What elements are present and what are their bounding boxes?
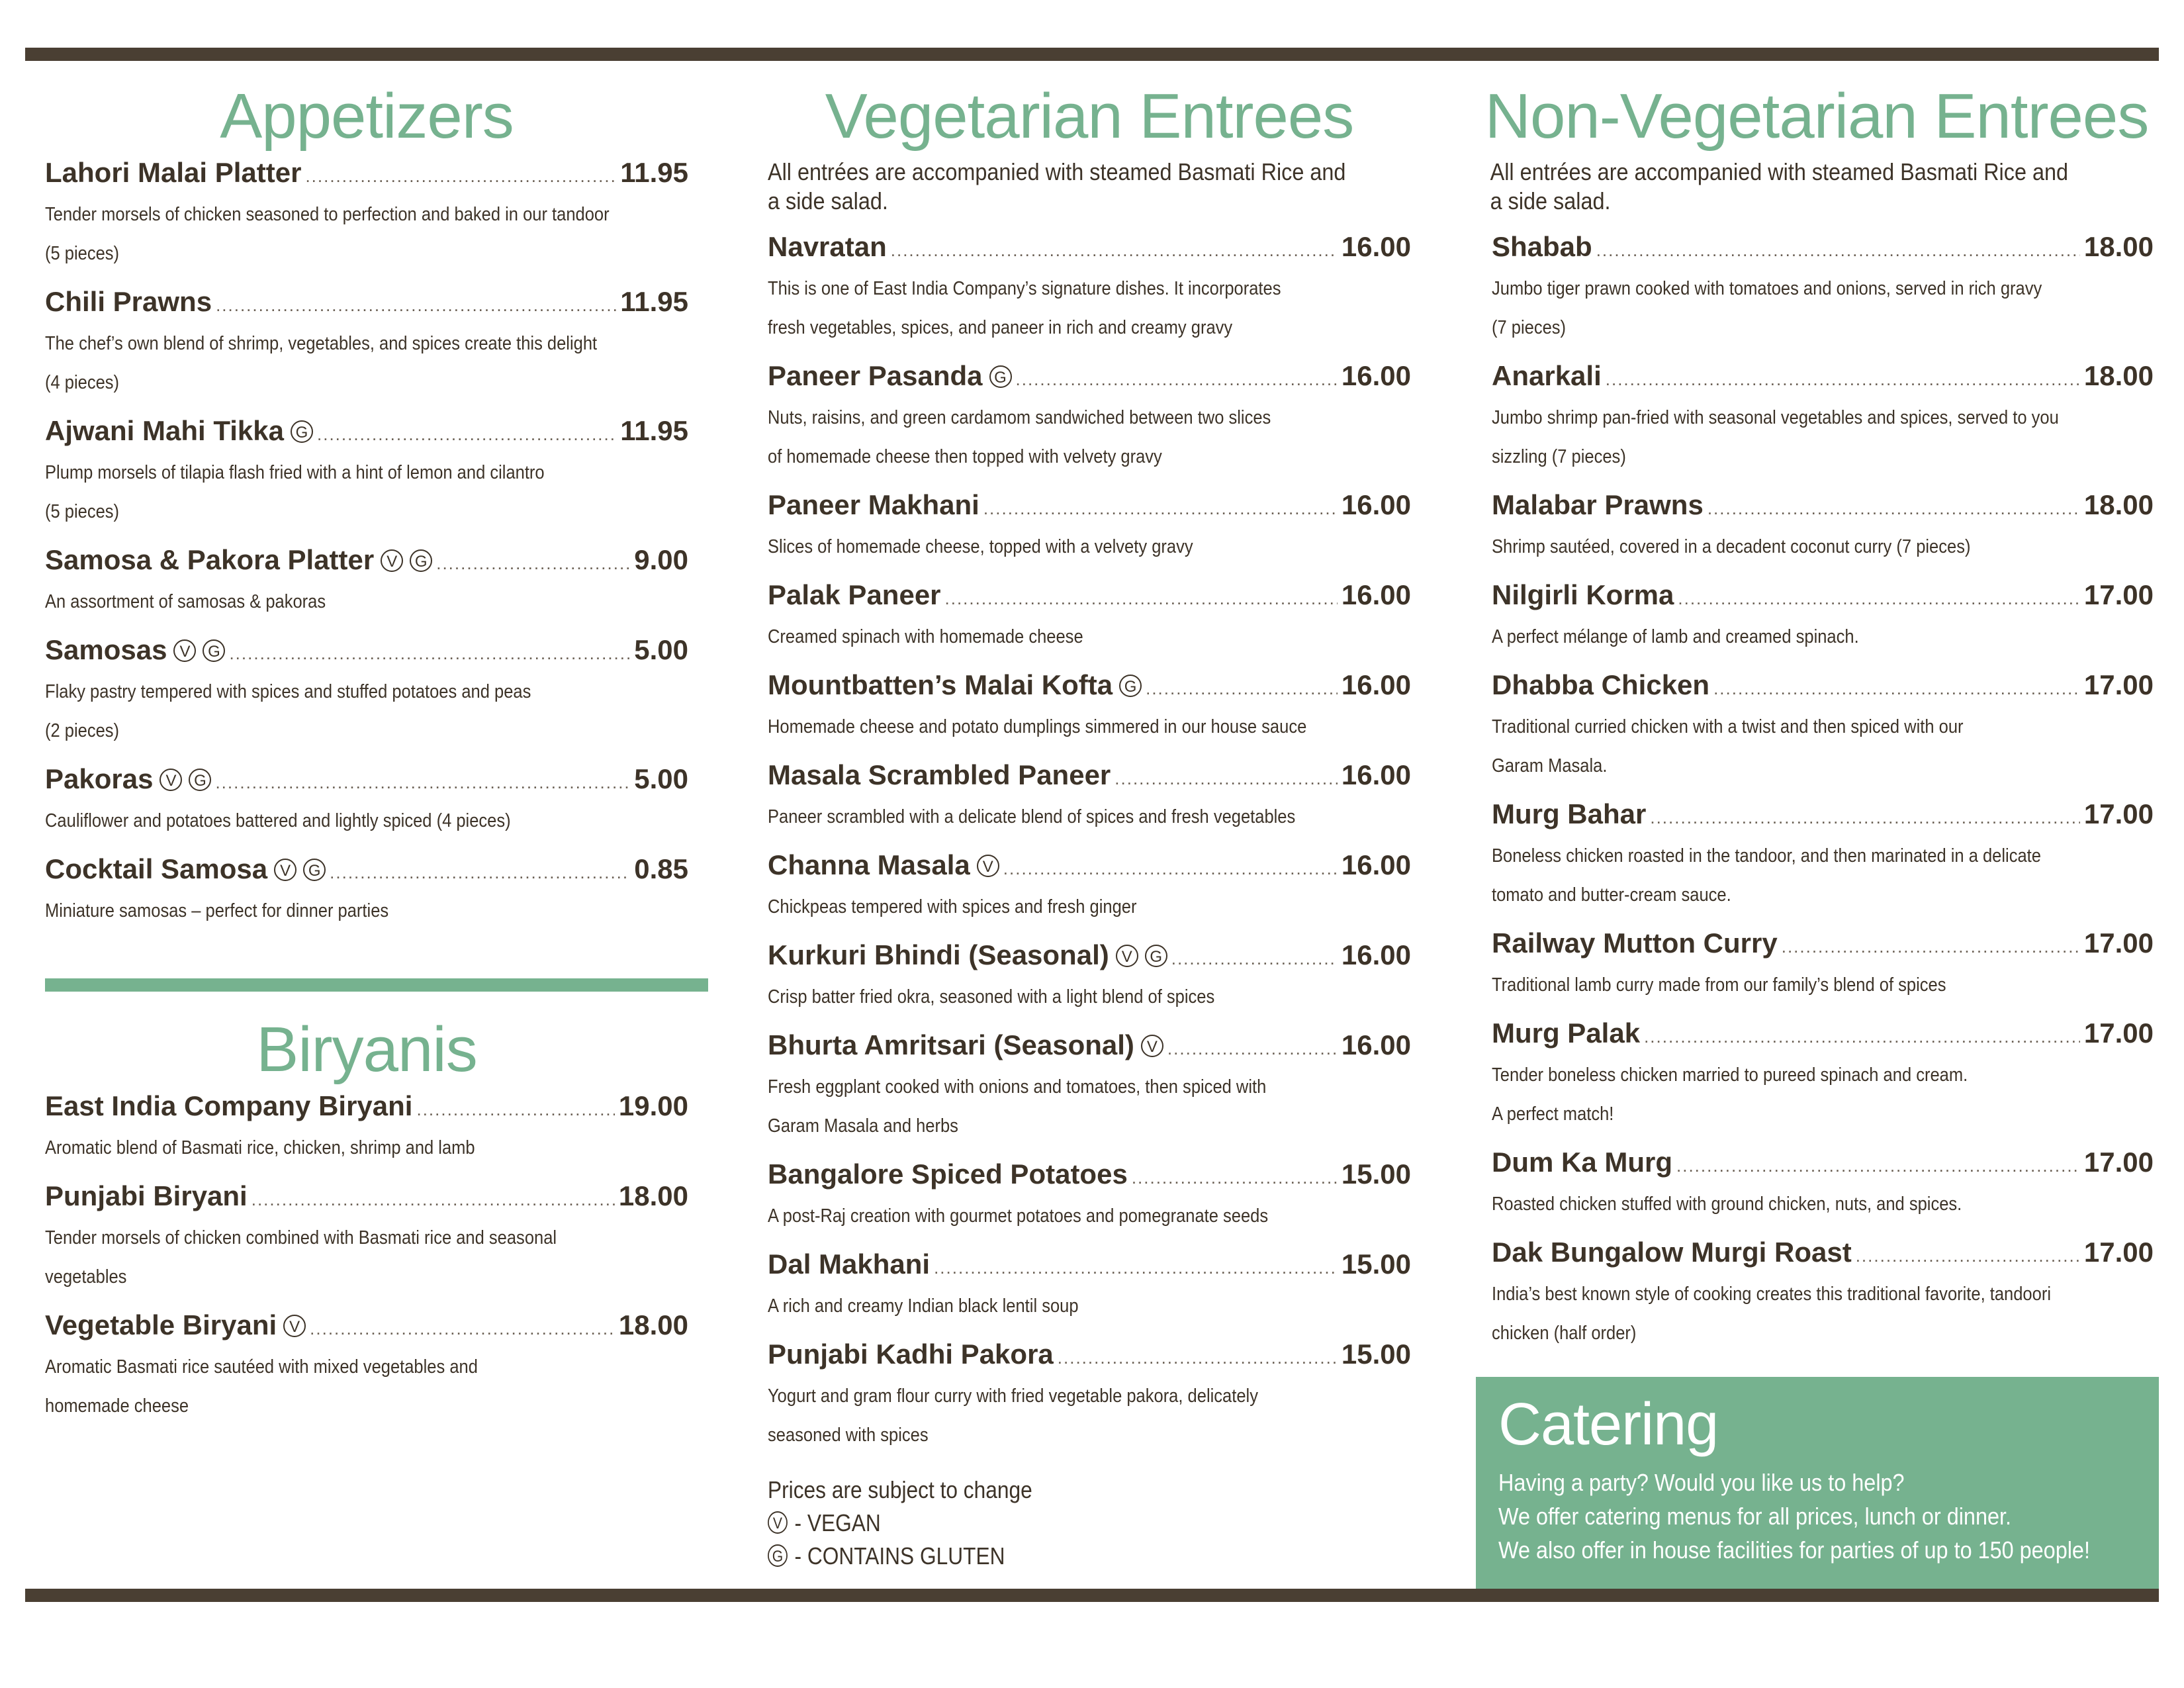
- appetizers-heading: Appetizers: [220, 81, 514, 152]
- menu-item-header: [45, 541, 688, 583]
- description-line: Garam Masala.: [1492, 755, 1608, 776]
- menu-item-description: [768, 888, 1413, 927]
- menu-item-price: 17.00: [2083, 1147, 2154, 1178]
- menu-item-header: [768, 357, 1411, 399]
- description-line: Roasted chicken stuffed with ground chicken, nuts, and spices.: [1492, 1194, 1962, 1215]
- vegetarian-intro-line: a side salad.: [768, 187, 888, 214]
- gluten-icon: G: [203, 639, 225, 662]
- menu-item-price: 16.00: [1341, 360, 1411, 391]
- menu-item-header: [45, 412, 688, 453]
- menu-item-description: [1492, 618, 2156, 657]
- catering-line: Having a party? Would you like us to help?: [1498, 1469, 1905, 1496]
- menu-item: [45, 1306, 688, 1426]
- menu-item: [45, 154, 688, 273]
- menu-item-name: Dak Bungalow Murgi Roast: [1492, 1237, 1852, 1268]
- appetizers-section: [45, 79, 688, 940]
- menu-item-name: Shabab: [1492, 231, 1592, 262]
- menu-item-price: 0.85: [634, 853, 688, 884]
- menu-item-description: [45, 453, 690, 532]
- menu-item-price: 16.00: [1341, 939, 1411, 970]
- menu-item-description: [1492, 1185, 2156, 1224]
- gluten-icon: G: [1119, 675, 1142, 697]
- price-notice: Prices are subject to change: [768, 1476, 1032, 1503]
- menu-item: [45, 1177, 688, 1297]
- dot-leader: [1058, 1338, 1338, 1377]
- menu-item: [1492, 924, 2154, 1005]
- menu-item-header: [1492, 666, 2154, 708]
- menu-item-price: 5.00: [634, 763, 688, 794]
- menu-item-price: 18.00: [618, 1180, 688, 1211]
- menu-item-price: 18.00: [618, 1309, 688, 1340]
- dot-leader: [1146, 669, 1338, 708]
- description-line: chicken (half order): [1492, 1323, 1637, 1344]
- menu-item: [768, 756, 1411, 837]
- dot-leader: [229, 634, 630, 673]
- description-line: (2 pieces): [45, 720, 120, 741]
- biryanis-section: [45, 1013, 688, 1435]
- dot-leader: [1650, 798, 2080, 837]
- menu-item-description: [1492, 837, 2156, 915]
- description-line: Boneless chicken roasted in the tandoor, and then marinated in a delicate: [1492, 845, 2041, 867]
- menu-item-header: [45, 1177, 688, 1219]
- vegetarian-intro-line: All entrées are accompanied with steamed Basmati Rice and: [768, 158, 1346, 185]
- description-line: Jumbo tiger prawn cooked with tomatoes and onions, served in rich gravy: [1492, 278, 2042, 299]
- menu-item: [1492, 486, 2154, 567]
- gluten-icon: G: [189, 769, 211, 791]
- description-line: Nuts, raisins, and green cardamom sandwiched between two slices: [768, 407, 1271, 428]
- description-line: Shrimp sautéed, covered in a decadent coconut curry (7 pieces): [1492, 536, 1971, 557]
- menu-item-header: [1492, 576, 2154, 618]
- menu-item-header: [45, 631, 688, 673]
- menu-item-description: [45, 583, 690, 622]
- menu-item-header: [768, 1026, 1411, 1068]
- description-line: Cauliflower and potatoes battered and lightly spiced (4 pieces): [45, 810, 511, 831]
- menu-item-description: [1492, 528, 2156, 567]
- description-line: Traditional curried chicken with a twist and then spiced with our: [1492, 716, 1964, 737]
- menu-item-header: [768, 576, 1411, 618]
- description-line: Homemade cheese and potato dumplings simmered in our house sauce: [768, 716, 1307, 737]
- gluten-icon: G: [410, 549, 432, 572]
- menu-item: [1492, 666, 2154, 786]
- menu-item-name: Bangalore Spiced Potatoes: [768, 1158, 1128, 1190]
- menu-item: [45, 283, 688, 402]
- gluten-icon: G: [768, 1544, 788, 1567]
- description-line: Plump morsels of tilapia flash fried with a hint of lemon and cilantro: [45, 462, 545, 483]
- dot-leader: [1003, 849, 1338, 888]
- description-line: India’s best known style of cooking creates this traditional favorite, tandoori: [1492, 1284, 2051, 1305]
- menu-item-price: 17.00: [2083, 1237, 2154, 1268]
- description-line: Aromatic Basmati rice sautéed with mixed vegetables and: [45, 1356, 478, 1378]
- menu-item: [768, 357, 1411, 477]
- menu-item-price: 17.00: [2083, 579, 2154, 610]
- menu-item-name: Malabar Prawns: [1492, 489, 1704, 520]
- description-line: sizzling (7 pieces): [1492, 446, 1626, 467]
- legend: [768, 1474, 1413, 1573]
- menu-item: [768, 846, 1411, 927]
- menu-item-header: [45, 850, 688, 892]
- gluten-icon: G: [989, 365, 1012, 388]
- dot-leader: [317, 415, 616, 453]
- description-line: An assortment of samosas & pakoras: [45, 591, 326, 612]
- menu-item-description: [45, 892, 690, 931]
- menu-item-price: 15.00: [1341, 1338, 1411, 1370]
- menu-item-name: Chili Prawns: [45, 286, 212, 317]
- menu-item: [768, 1155, 1411, 1236]
- menu-item-price: 16.00: [1341, 489, 1411, 520]
- menu-item-description: [1492, 1056, 2156, 1134]
- vegan-icon: V: [173, 639, 196, 662]
- description-line: seasoned with spices: [768, 1425, 929, 1446]
- nonveg-heading: Non-Vegetarian Entrees: [1484, 81, 2149, 152]
- dot-leader: [216, 286, 616, 324]
- menu-item-price: 15.00: [1341, 1158, 1411, 1190]
- description-line: (5 pieces): [45, 501, 120, 522]
- dot-leader: [1676, 1147, 2080, 1185]
- description-line: fresh vegetables, spices, and paneer in rich and creamy gravy: [768, 317, 1233, 338]
- menu-item-header: [768, 486, 1411, 528]
- dot-leader: [251, 1180, 615, 1219]
- menu-item-name: Navratan: [768, 231, 887, 262]
- menu-item-name: Kurkuri Bhindi (Seasonal): [768, 939, 1109, 970]
- dot-leader: [934, 1248, 1338, 1287]
- dot-leader: [215, 763, 630, 802]
- description-line: Tender morsels of chicken seasoned to perfection and baked in our tandoor: [45, 204, 610, 225]
- menu-item-header: [768, 756, 1411, 798]
- menu-item-description: [1492, 1275, 2156, 1353]
- menu-item: [1492, 228, 2154, 348]
- description-line: Creamed spinach with homemade cheese: [768, 626, 1083, 647]
- description-line: (4 pieces): [45, 372, 120, 393]
- description-line: Garam Masala and herbs: [768, 1115, 958, 1137]
- dot-leader: [1713, 669, 2080, 708]
- menu-item-price: 9.00: [634, 544, 688, 575]
- menu-item-description: [768, 798, 1413, 837]
- dot-leader: [305, 157, 616, 195]
- appetizers-list: [45, 154, 688, 931]
- description-line: A rich and creamy Indian black lentil soup: [768, 1295, 1079, 1317]
- menu-item-header: [768, 1245, 1411, 1287]
- menu-item: [45, 850, 688, 931]
- vegetarian-list: [768, 228, 1411, 1455]
- menu-item-header: [1492, 795, 2154, 837]
- legend-vegan-label: - VEGAN: [794, 1509, 881, 1536]
- gluten-icon: G: [1145, 945, 1167, 967]
- menu-item-name: Lahori Malai Platter: [45, 157, 302, 188]
- menu-item-description: [45, 673, 690, 751]
- description-line: Aromatic blend of Basmati rice, chicken, shrimp and lamb: [45, 1137, 475, 1158]
- menu-item: [768, 936, 1411, 1017]
- menu-item: [45, 541, 688, 622]
- dot-leader: [1132, 1158, 1338, 1197]
- menu-item: [768, 576, 1411, 657]
- menu-item: [1492, 1143, 2154, 1224]
- dot-leader: [1782, 927, 2080, 966]
- menu-item-name: Vegetable Biryani: [45, 1309, 277, 1340]
- catering-line: We also offer in house facilities for parties of up to 150 people!: [1498, 1536, 2090, 1564]
- dot-leader: [1016, 360, 1338, 399]
- menu-item-price: 17.00: [2083, 927, 2154, 959]
- menu-item-price: 11.95: [620, 157, 688, 188]
- menu-item-header: [45, 760, 688, 802]
- menu-item-description: [1492, 966, 2156, 1005]
- description-line: Miniature samosas – perfect for dinner parties: [45, 900, 389, 921]
- description-line: Chickpeas tempered with spices and fresh ginger: [768, 896, 1137, 917]
- description-line: tomato and butter-cream sauce.: [1492, 884, 1731, 906]
- menu-item-name: Channa Masala: [768, 849, 970, 880]
- menu-item-header: [1492, 1014, 2154, 1056]
- legend-vegan-row: [768, 1507, 1413, 1540]
- menu-item-description: [768, 978, 1413, 1017]
- catering-box: [1476, 1377, 2159, 1589]
- nonveg-section: [1476, 79, 2158, 1362]
- menu-item-description: [45, 1348, 690, 1426]
- menu-item-description: [1492, 269, 2156, 348]
- menu-item-price: 15.00: [1341, 1248, 1411, 1280]
- menu-item-description: [45, 802, 690, 841]
- menu-item: [768, 666, 1411, 747]
- menu-item-header: [768, 666, 1411, 708]
- menu-item-header: [1492, 486, 2154, 528]
- section-divider: [45, 978, 708, 992]
- vegan-icon: V: [1141, 1035, 1163, 1057]
- description-line: A perfect mélange of lamb and creamed spinach.: [1492, 626, 1859, 647]
- menu-item-price: 11.95: [620, 415, 688, 446]
- menu-item: [768, 1245, 1411, 1326]
- menu-item: [45, 760, 688, 841]
- menu-item-name: Paneer Pasanda: [768, 360, 983, 391]
- gluten-icon: G: [291, 420, 313, 443]
- menu-item-price: 18.00: [2083, 489, 2154, 520]
- vegan-icon: V: [1116, 945, 1138, 967]
- menu-item: [1492, 1014, 2154, 1134]
- description-line: Traditional lamb curry made from our family’s blend of spices: [1492, 974, 1946, 996]
- catering-heading: Catering: [1498, 1391, 1719, 1458]
- menu-item-header: [45, 154, 688, 195]
- description-line: Yogurt and gram flour curry with fried vegetable pakora, delicately: [768, 1385, 1258, 1407]
- biryanis-heading: Biryanis: [256, 1014, 477, 1085]
- menu-item-name: East India Company Biryani: [45, 1090, 413, 1121]
- menu-item-price: 19.00: [618, 1090, 688, 1121]
- menu-item-name: Ajwani Mahi Tikka: [45, 415, 284, 446]
- description-line: Slices of homemade cheese, topped with a velvety gravy: [768, 536, 1193, 557]
- dot-leader: [1167, 1029, 1338, 1068]
- dot-leader: [983, 489, 1338, 528]
- menu-item-name: Murg Palak: [1492, 1017, 1641, 1049]
- menu-item-name: Punjabi Biryani: [45, 1180, 248, 1211]
- description-line: This is one of East India Company’s signature dishes. It incorporates: [768, 278, 1281, 299]
- menu-item-header: [45, 1306, 688, 1348]
- menu-item-name: Dhabba Chicken: [1492, 669, 1710, 700]
- menu-item-description: [45, 1129, 690, 1168]
- menu-item-description: [45, 1219, 690, 1297]
- dot-leader: [1644, 1017, 2080, 1056]
- vegan-icon: V: [283, 1315, 306, 1337]
- menu-item-header: [1492, 357, 2154, 399]
- menu-item-price: 16.00: [1341, 669, 1411, 700]
- menu-item-name: Dal Makhani: [768, 1248, 931, 1280]
- menu-item-price: 5.00: [634, 634, 688, 665]
- menu-item-name: Anarkali: [1492, 360, 1602, 391]
- menu-item: [768, 486, 1411, 567]
- menu-item-header: [45, 283, 688, 324]
- description-line: Fresh eggplant cooked with onions and tomatoes, then spiced with: [768, 1076, 1267, 1098]
- menu-item-price: 18.00: [2083, 231, 2154, 262]
- nonveg-list: [1476, 228, 2154, 1353]
- legend-gluten-label: - CONTAINS GLUTEN: [794, 1542, 1005, 1570]
- menu-item: [1492, 576, 2154, 657]
- menu-item-header: [1492, 924, 2154, 966]
- menu-item-header: [768, 846, 1411, 888]
- vegan-icon: V: [768, 1511, 788, 1534]
- menu-item-header: [1492, 1233, 2154, 1275]
- menu-item-header: [768, 936, 1411, 978]
- description-line: (7 pieces): [1492, 317, 1567, 338]
- menu-item-description: [45, 324, 690, 402]
- dot-leader: [891, 231, 1338, 269]
- description-line: Crisp batter fried okra, seasoned with a light blend of spices: [768, 986, 1215, 1008]
- menu-item: [768, 228, 1411, 348]
- dot-leader: [945, 579, 1338, 618]
- menu-item-price: 16.00: [1341, 579, 1411, 610]
- menu-item-price: 16.00: [1341, 759, 1411, 790]
- menu-item-name: Palak Paneer: [768, 579, 941, 610]
- menu-item-price: 17.00: [2083, 1017, 2154, 1049]
- menu-item-name: Samosas: [45, 634, 167, 665]
- catering-line: We offer catering menus for all prices, lunch or dinner.: [1498, 1503, 2011, 1530]
- menu-item-name: Samosa & Pakora Platter: [45, 544, 375, 575]
- description-line: (5 pieces): [45, 243, 120, 264]
- menu-item-price: 17.00: [2083, 798, 2154, 829]
- menu-item-description: [768, 269, 1413, 348]
- dot-leader: [416, 1090, 614, 1129]
- nonveg-intro-line: a side salad.: [1490, 187, 1611, 214]
- nonveg-intro-line: All entrées are accompanied with steamed Basmati Rice and: [1490, 158, 2069, 185]
- menu-item-description: [45, 195, 690, 273]
- menu-item: [1492, 795, 2154, 915]
- menu-item-header: [45, 1087, 688, 1129]
- menu-item-name: Masala Scrambled Paneer: [768, 759, 1111, 790]
- menu-item-price: 16.00: [1341, 849, 1411, 880]
- menu-item-price: 16.00: [1341, 1029, 1411, 1060]
- menu-item-name: Cocktail Samosa: [45, 853, 268, 884]
- description-line: vegetables: [45, 1266, 127, 1288]
- menu-item-header: [768, 1155, 1411, 1197]
- menu-item-description: [768, 399, 1413, 477]
- menu-item-price: 17.00: [2083, 669, 2154, 700]
- menu-item-header: [1492, 1143, 2154, 1185]
- vegan-icon: V: [381, 549, 403, 572]
- menu-item: [1492, 357, 2154, 477]
- description-line: Tender morsels of chicken combined with Basmati rice and seasonal: [45, 1227, 557, 1248]
- dot-leader: [1171, 939, 1338, 978]
- biryanis-list: [45, 1087, 688, 1426]
- menu-item-price: 16.00: [1341, 231, 1411, 262]
- menu-item-name: Nilgirli Korma: [1492, 579, 1674, 610]
- dot-leader: [1596, 231, 2080, 269]
- menu-item-price: 18.00: [2083, 360, 2154, 391]
- menu-item-name: Pakoras: [45, 763, 154, 794]
- menu-item: [1492, 1233, 2154, 1353]
- description-line: of homemade cheese then topped with velvety gravy: [768, 446, 1162, 467]
- menu-item-description: [1492, 399, 2156, 477]
- description-line: The chef’s own blend of shrimp, vegetables, and spices create this delight: [45, 333, 598, 354]
- vegetarian-heading: Vegetarian Entrees: [825, 81, 1354, 152]
- vegetarian-intro: [768, 158, 1410, 216]
- vegan-icon: V: [274, 859, 296, 881]
- menu-item-name: Bhurta Amritsari (Seasonal): [768, 1029, 1134, 1060]
- menu-item-price: 11.95: [620, 286, 688, 317]
- dot-leader: [436, 544, 630, 583]
- dot-leader: [1678, 579, 2080, 618]
- menu-item: [45, 412, 688, 532]
- menu-item-description: [768, 1377, 1413, 1455]
- description-line: Tender boneless chicken married to pureed spinach and cream.: [1492, 1064, 1968, 1086]
- menu-item: [768, 1335, 1411, 1455]
- menu-item-name: Railway Mutton Curry: [1492, 927, 1778, 959]
- menu-item-description: [768, 708, 1413, 747]
- top-border-bar: [25, 48, 2159, 61]
- vegan-icon: V: [977, 855, 999, 877]
- description-line: A post-Raj creation with gourmet potatoes and pomegranate seeds: [768, 1205, 1269, 1227]
- menu-item-name: Murg Bahar: [1492, 798, 1647, 829]
- legend-gluten-row: [768, 1540, 1413, 1573]
- catering-text: [1498, 1466, 2136, 1567]
- gluten-icon: G: [303, 859, 326, 881]
- description-line: Flaky pastry tempered with spices and stuffed potatoes and peas: [45, 681, 531, 702]
- menu-item: [45, 1087, 688, 1168]
- description-line: homemade cheese: [45, 1395, 189, 1417]
- vegan-icon: V: [159, 769, 182, 791]
- vegetarian-section: [768, 79, 1411, 1573]
- dot-leader: [310, 1309, 615, 1348]
- menu-item-description: [768, 1068, 1413, 1146]
- dot-leader: [1707, 489, 2080, 528]
- menu-item-name: Paneer Makhani: [768, 489, 979, 520]
- menu-item-description: [768, 1287, 1413, 1326]
- description-line: Jumbo shrimp pan-fried with seasonal vegetables and spices, served to you: [1492, 407, 2059, 428]
- menu-item-description: [1492, 708, 2156, 786]
- dot-leader: [1856, 1237, 2080, 1275]
- dot-leader: [1115, 759, 1338, 798]
- menu-item-header: [768, 1335, 1411, 1377]
- menu-item-description: [768, 1197, 1413, 1236]
- menu-item: [768, 1026, 1411, 1146]
- menu-item-name: Mountbatten’s Malai Kofta: [768, 669, 1113, 700]
- menu-item-name: Dum Ka Murg: [1492, 1147, 1672, 1178]
- menu-item-description: [768, 528, 1413, 567]
- menu-item-header: [1492, 228, 2154, 269]
- description-line: A perfect match!: [1492, 1103, 1614, 1125]
- menu-item-header: [768, 228, 1411, 269]
- menu-item-description: [768, 618, 1413, 657]
- menu-item-name: Punjabi Kadhi Pakora: [768, 1338, 1054, 1370]
- dot-leader: [1606, 360, 2080, 399]
- bottom-border-bar: [25, 1589, 2159, 1602]
- description-line: Paneer scrambled with a delicate blend of spices and fresh vegetables: [768, 806, 1296, 827]
- nonveg-intro: [1476, 158, 2171, 216]
- dot-leader: [330, 853, 630, 892]
- menu-item: [45, 631, 688, 751]
